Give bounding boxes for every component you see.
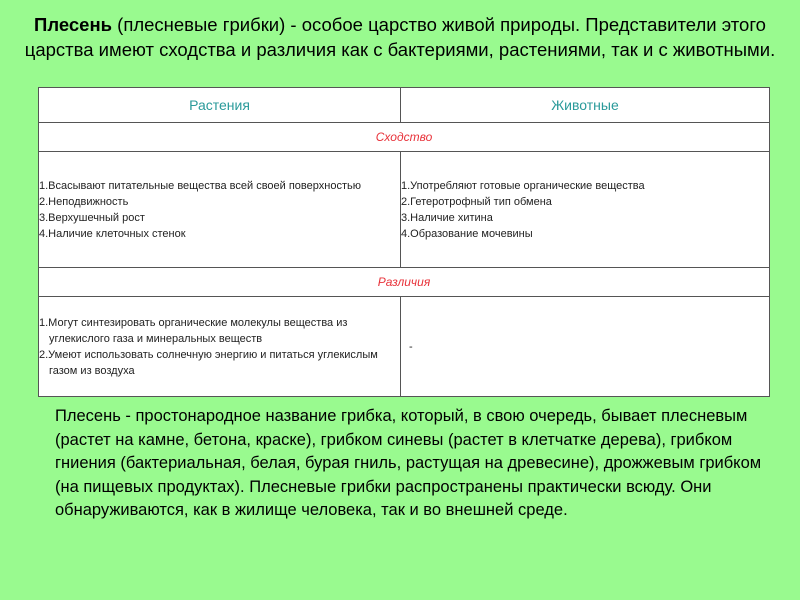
similarity-label: Сходство — [39, 123, 770, 152]
list-item: 2.Умеют использовать солнечную энергию и питаться углекислым газом из воздуха — [39, 348, 378, 377]
list-item: 3.Наличие хитина — [401, 211, 493, 224]
list-item: 2.Неподвижность — [39, 195, 129, 208]
difference-animals-cell — [401, 297, 770, 397]
list-item: 2.Гетеротрофный тип обмена — [401, 195, 552, 208]
similarity-animals-cell — [401, 152, 770, 268]
description-paragraph: Плесень - простонародное название грибка, который, в свою очередь, бывает плесневым (растет на камне, бетона, краске), грибком синевы (растет в клетчатке дерева), грибком гниения (бактериальная, белая, бурая гниль, растущая на древесине), дрожжевым грибком (на пищевых продуктах). Плесневые грибки распространены практически всюду. Они обнаруживаются, как в жилище человека, так и во внешней среде. — [55, 407, 762, 519]
difference-label: Различия — [39, 268, 770, 297]
similarity-plants-cell — [39, 152, 401, 268]
title-bold: Плесень — [34, 14, 113, 35]
list-item: 1.Употребляют готовые органические вещества — [401, 179, 645, 192]
list-item: 1.Могут синтезировать органические молекулы вещества из углекислого газа и минеральных веществ — [39, 316, 348, 345]
comparison-table — [38, 87, 770, 397]
list-item: 1.Всасывают питательные вещества всей своей поверхностью — [39, 179, 361, 192]
list-item: 3.Верхушечный рост — [39, 211, 145, 224]
title-rest: (плесневые грибки) - особое царство живой природы. Представители этого царства имеют сходства и различия как с бактериями, растениями, так и с животными. — [24, 14, 776, 60]
list-item: 4.Наличие клеточных стенок — [39, 227, 186, 240]
empty-dash: - — [409, 340, 413, 353]
header-animals: Животные — [401, 88, 770, 123]
slide-title — [20, 12, 780, 62]
list-item: 4.Образование мочевины — [401, 227, 533, 240]
header-plants: Растения — [39, 88, 401, 123]
difference-plants-cell — [39, 297, 401, 397]
